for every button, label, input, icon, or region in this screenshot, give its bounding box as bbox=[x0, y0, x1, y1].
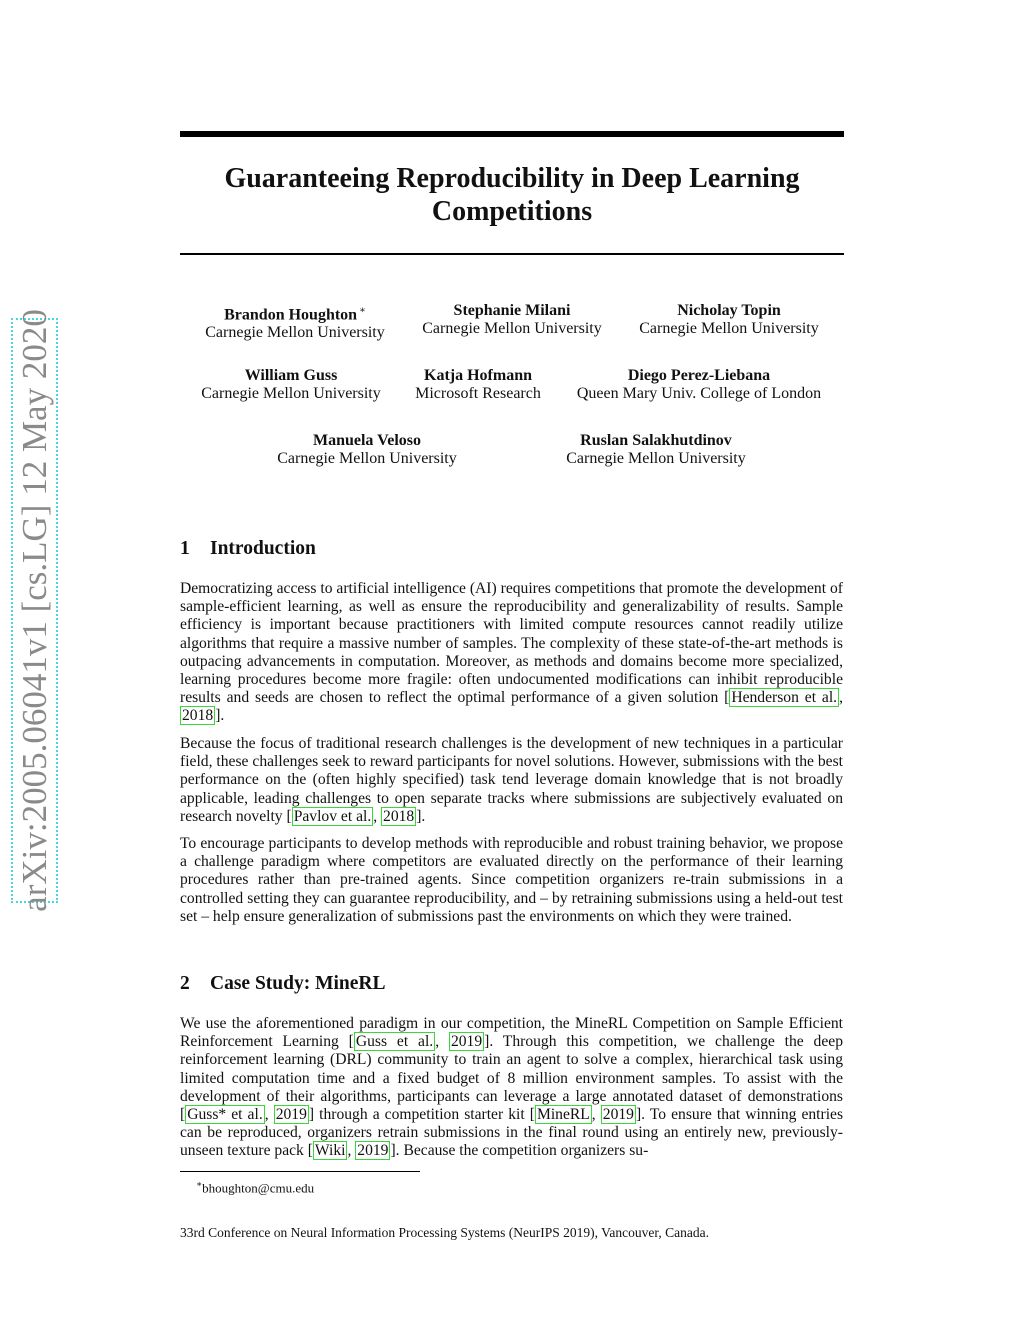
author-name: Nicholay Topin bbox=[677, 302, 781, 319]
author-block bbox=[267, 432, 467, 468]
author-affiliation: Carnegie Mellon University bbox=[639, 320, 819, 337]
author-affiliation: Carnegie Mellon University bbox=[422, 320, 602, 337]
author-affiliation: Carnegie Mellon University bbox=[277, 450, 457, 467]
intro-paragraph-1: Democratizing access to artificial intelligence (AI) requires competitions that promote the development of sample-efficient learning, as well as ensure the reproducibility and generalizability of results. Sample efficiency is important because practitioners with limited compute resources cannot readily utilize algorithms that require a massive number of samples. The complexity of these state-of-the-art methods is outpacing advancements in computation. Moreover, as methods and domains become more specialized, learning procedures become more fragile: often undocumented modifications can inhibit reproducible results and seeds are chosen to reflect the optimal performance of a given solution [ Henderson et al. , 2018 ]. bbox=[180, 580, 843, 725]
title-rule-top bbox=[180, 131, 844, 137]
title-line-1: Guaranteeing Reproducibility in Deep Learning bbox=[224, 163, 800, 194]
paragraph-text: ]. bbox=[215, 707, 225, 725]
title-line-2: Competitions bbox=[431, 196, 593, 227]
paragraph-text: ]. Through this competition, we challenge the deep reinforcement learning (DRL) community to train an agent to solve a complex, hierarchical task using limited computation time and a fixed budget of 8 million environment samples. To assist with the development of their algorithms, participants can leverage a large annotated dataset of demonstrations [ bbox=[180, 1033, 843, 1124]
section-number: 2 bbox=[180, 973, 190, 994]
author-affiliation: Carnegie Mellon University bbox=[201, 385, 381, 402]
section-heading-case-study bbox=[180, 973, 386, 995]
section-title-text: Introduction bbox=[210, 538, 316, 559]
author-block bbox=[191, 367, 391, 403]
paragraph-text: ]. To ensure that winning entries can be reproduced, organizers retrain submissions in the final round using an entirely new, previously-unseen texture pack [ bbox=[180, 1106, 844, 1160]
author-name: Ruslan Salakhutdinov bbox=[580, 432, 732, 449]
citation-link[interactable]: Wiki bbox=[314, 1142, 346, 1160]
author-footnote-mark: ∗ bbox=[359, 305, 366, 316]
author-affiliation: Queen Mary Univ. College of London bbox=[576, 385, 822, 402]
citation-link[interactable]: Guss et al. bbox=[355, 1033, 434, 1051]
intro-paragraph-2: Because the focus of traditional research challenges is the development of new techniques in a particular field, these challenges seek to reward participants for novel solutions. However, submissions with the best performance on the (often highly specified) task tend leverage domain knowledge that is not broadly applicable, leading challenges to open separate tracks where submissions are subjectively evaluated on research novelty [ Pavlov et al. , 2018 ]. bbox=[180, 735, 843, 825]
intro-paragraph-3: To encourage participants to develop methods with reproducible and robust training behavior, we propose a challenge paradigm where competitors are evaluated directly on the performance of their learning procedures rather than pre-trained agents. Since competition organizers re-train submissions in a controlled setting they can guarantee reproducibility, and – by retraining submissions using a held-out test set – help ensure generalization of submissions past the environments on which they were trained. bbox=[180, 835, 843, 925]
section-heading-introduction bbox=[180, 538, 316, 560]
footnote-rule bbox=[180, 1171, 420, 1172]
citation-year-link[interactable]: 2019 bbox=[602, 1106, 634, 1124]
author-block bbox=[195, 302, 395, 342]
author-name: Stephanie Milani bbox=[453, 302, 571, 319]
author-name: Brandon Houghton bbox=[224, 306, 358, 324]
paper-title bbox=[180, 162, 844, 228]
paragraph-text: ]. bbox=[416, 807, 426, 825]
author-name: William Guss bbox=[244, 367, 338, 384]
author-block bbox=[556, 432, 756, 468]
citation-link[interactable]: Pavlov et al. bbox=[293, 807, 372, 825]
citation-link[interactable]: MineRL bbox=[536, 1106, 590, 1124]
section-title-text: Case Study: MineRL bbox=[210, 973, 386, 994]
author-affiliation: Microsoft Research bbox=[415, 385, 541, 402]
citation-year-link[interactable]: 2018 bbox=[383, 807, 415, 825]
footnote-email: bhoughton@cmu.edu bbox=[202, 1180, 315, 1196]
author-block bbox=[629, 302, 829, 338]
author-affiliation: Carnegie Mellon University bbox=[566, 450, 746, 467]
author-name: Katja Hofmann bbox=[424, 367, 532, 384]
paragraph-text: We use the aforementioned paradigm in our competition, the MineRL Competition on Sample Efficient Reinforcement Learning [ bbox=[180, 1015, 843, 1051]
author-name-line bbox=[195, 302, 395, 324]
footnote-mark: ∗ bbox=[196, 1179, 203, 1189]
citation-link[interactable]: Henderson et al. bbox=[731, 689, 838, 707]
citation-year-link[interactable]: 2019 bbox=[275, 1106, 307, 1124]
title-rule-bottom bbox=[180, 253, 844, 255]
author-block bbox=[412, 302, 612, 338]
author-name: Diego Perez-Liebana bbox=[627, 367, 771, 384]
author-block bbox=[563, 367, 835, 403]
author-block bbox=[402, 367, 554, 403]
citation-link[interactable]: Guss* et al. bbox=[187, 1106, 263, 1124]
paragraph-text: Because the focus of traditional research challenges is the development of new techniques in a particular field, these challenges seek to reward participants for novel solutions. However, submissions with the best performance on the (often highly specified) task tend leverage domain knowledge that is not broadly applicable, leading challenges to open separate tracks where submissions are subjectively evaluated on research novelty [ bbox=[180, 735, 843, 825]
author-affiliation: Carnegie Mellon University bbox=[205, 324, 385, 342]
case-study-paragraph: We use the aforementioned paradigm in our competition, the MineRL Competition on Sample Efficient Reinforcement Learning [ Guss et al. , 2019 ]. Through this competition, we challenge the deep reinforcement learning (DRL) community to train an agent to solve a complex, hierarchical task using limited computation time and a fixed budget of 8 million environment samples. To assist with the development of their algorithms, participants can leverage a large annotated dataset of demonstrations [ Guss* et al. , 2019 ] through a competition starter kit [ MineRL , 2019 ]. To ensure that winning entries can be reproduced, organizers retrain submissions in the final round using an entirely new, previously-unseen texture pack [ Wiki , 2019 ]. Because the competition organizers su- bbox=[180, 1015, 844, 1160]
paragraph-text: ]. Because the competition organizers su- bbox=[390, 1142, 649, 1160]
citation-year-link[interactable]: 2019 bbox=[357, 1142, 389, 1160]
citation-year-link[interactable]: 2019 bbox=[450, 1033, 483, 1051]
arxiv-side-label: arXiv:2005.06041v1 [cs.LG] 12 May 2020 bbox=[11, 318, 58, 903]
venue-footer: 33rd Conference on Neural Information Processing Systems (NeurIPS 2019), Vancouver, Canada. bbox=[180, 1225, 709, 1240]
author-name: Manuela Veloso bbox=[312, 432, 421, 449]
section-number: 1 bbox=[180, 538, 190, 559]
paragraph-text: ] through a competition starter kit [ bbox=[308, 1106, 535, 1124]
citation-year-link[interactable]: 2018 bbox=[182, 707, 214, 725]
paragraph-text: Democratizing access to artificial intelligence (AI) requires competitions that promote the development of sample-efficient learning, as well as ensure the reproducibility and generalizability of results. Sample efficiency is important because practitioners with limited compute resources cannot readily utilize algorithms that require a massive number of samples. The complexity of these state-of-the-art methods is outpacing advancements in computation. Moreover, as methods and domains become more specialized, learning procedures become more fragile: often undocumented modifications can inhibit reproducible results and seeds are chosen to reflect the optimal performance of a given solution [ bbox=[180, 580, 843, 707]
footnote bbox=[196, 1176, 314, 1196]
